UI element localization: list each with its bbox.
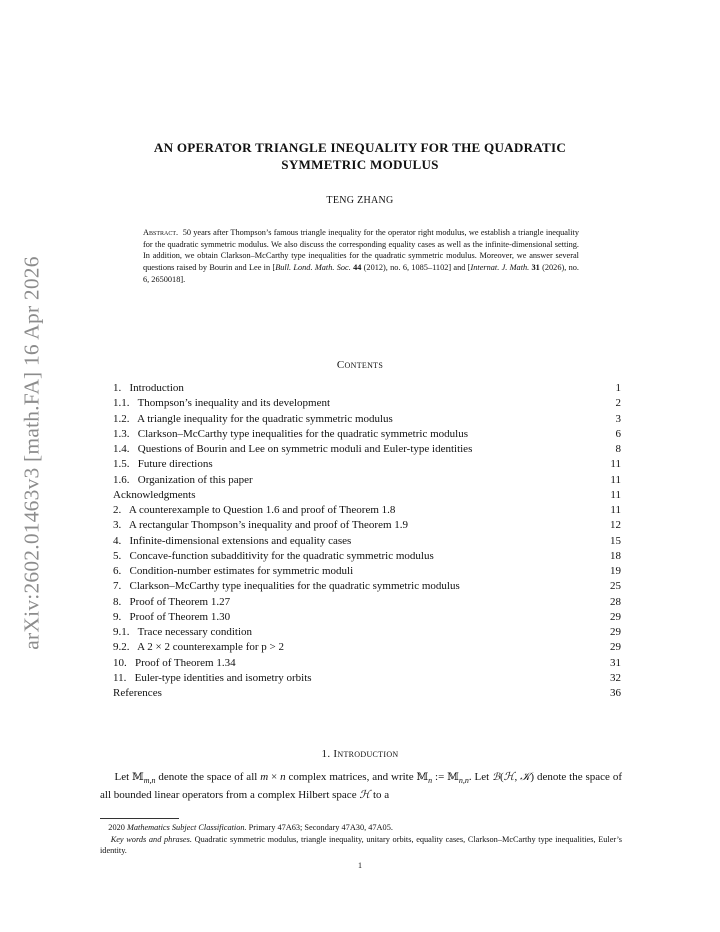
- toc-entry-page: 12: [610, 519, 621, 532]
- toc-entry[interactable]: [113, 671, 621, 686]
- toc-entry-label: [113, 579, 460, 594]
- toc-entry-label: [113, 427, 468, 442]
- toc-entry-number: 1.2.: [113, 412, 130, 425]
- author-name: TENG ZHANG: [326, 195, 394, 206]
- toc-entry-label: [113, 457, 213, 472]
- toc-entry[interactable]: [113, 412, 621, 427]
- toc-entry-title: A 2 × 2 counterexample for p > 2: [137, 641, 284, 654]
- title-line-2: SYMMETRIC MODULUS: [281, 157, 439, 172]
- toc-entry-title: Clarkson–McCarthy type inequalities for the quadratic symmetric modulus: [137, 427, 468, 440]
- toc-entry-page: 29: [610, 626, 621, 638]
- toc-entry-title: Introduction: [129, 382, 184, 394]
- title-line-1: AN OPERATOR TRIANGLE INEQUALITY FOR THE QUADRATIC: [153, 140, 567, 155]
- toc-entry-label: [113, 686, 162, 701]
- section-1-heading: 1. Introduction: [321, 748, 399, 760]
- toc-entry-number: 10.: [113, 656, 127, 669]
- toc-entry-page: 31: [610, 656, 621, 669]
- toc-entry-number: 9.1.: [113, 626, 130, 638]
- toc-entry-title: Future directions: [137, 458, 213, 471]
- toc-entry-number: 9.: [113, 610, 122, 623]
- toc-entry-page: 36: [610, 687, 621, 699]
- toc-entry-label: [113, 488, 195, 503]
- toc-entry-number: 8.: [113, 595, 122, 608]
- toc-entry[interactable]: [113, 488, 621, 503]
- ref2-journal: Internat. J. Math.: [470, 263, 530, 273]
- toc-entry[interactable]: [113, 503, 621, 518]
- toc-entry-label: [113, 671, 312, 686]
- footnotes: [100, 822, 622, 857]
- keywords-text: Quadratic symmetric modulus, triangle inequality, unitary orbits, equality cases, Clarkson–McCarthy type inequalities, Euler’s identity.: [100, 834, 623, 856]
- toc-entry-page: 11: [610, 504, 621, 516]
- toc-entry-number: 3.: [113, 519, 122, 532]
- abstract-label: Abstract.: [143, 228, 179, 237]
- keywords-label: Key words and phrases.: [110, 834, 192, 844]
- toc-entry-title: Condition-number estimates for symmetric moduli: [129, 565, 354, 577]
- toc-entry[interactable]: [113, 686, 621, 701]
- toc-entry-number: 1.5.: [113, 458, 130, 471]
- toc-entry-title: A triangle inequality for the quadratic symmetric modulus: [137, 412, 393, 425]
- arxiv-sidebar-stamp: [8, 248, 56, 658]
- toc-entry-page: 1: [615, 382, 621, 394]
- ref1-volume: 44: [353, 263, 362, 273]
- ref2-volume: 31: [531, 263, 540, 273]
- intro-text-f: to a: [370, 789, 390, 802]
- toc-entry[interactable]: [113, 457, 621, 472]
- toc-entry-page: 25: [610, 580, 621, 593]
- intro-text-b: denote the space of all: [155, 771, 261, 783]
- toc-entry[interactable]: [113, 518, 621, 533]
- abstract-text: 50 years after Thompson’s famous triangle inequality for the operator right modulus, we establish a triangle inequality for the quadratic symmetric modulus. We also discuss the corresponding equality cases as well as the infinite-dimensional setting. In addition, we obtain Clarkson–McCarthy type inequalities for the quadratic symmetric modulus. Moreover, we answer several questions raised by Bourin and Lee in [: [143, 228, 579, 273]
- page-number: 1: [358, 861, 362, 870]
- msc-year: 2020: [108, 823, 125, 832]
- math-mxn: m: [260, 771, 269, 783]
- msc-text: Primary 47A63; Secondary 47A30, 47A05.: [248, 823, 393, 832]
- intro-text-a: Let: [114, 771, 133, 783]
- toc-entry-label: [113, 656, 236, 671]
- toc-entry-title: Proof of Theorem 1.27: [129, 595, 231, 608]
- intro-text-e: denote the space of all bounded linear operators from a complex Hilbert space: [100, 771, 622, 802]
- toc-entry[interactable]: [113, 473, 621, 488]
- toc-entry-page: 19: [610, 565, 621, 577]
- toc-entry-label: [113, 396, 330, 411]
- ref2-rest: (2026), no. 6, 2650018].: [143, 263, 579, 284]
- toc-entry-page: 29: [610, 641, 621, 654]
- toc-entry-label: [113, 564, 353, 579]
- table-of-contents: [113, 381, 621, 701]
- toc-entry-title: Infinite-dimensional extensions and equality cases: [129, 534, 352, 547]
- toc-entry[interactable]: [113, 427, 621, 442]
- toc-entry[interactable]: [113, 534, 621, 549]
- toc-entry-title: Trace necessary condition: [137, 626, 253, 638]
- toc-entry-label: [113, 518, 408, 533]
- toc-entry-number: 7.: [113, 580, 122, 593]
- toc-entry[interactable]: [113, 656, 621, 671]
- toc-entry-label: [113, 625, 252, 640]
- toc-entry-title: Organization of this paper: [137, 473, 253, 486]
- toc-entry[interactable]: [113, 595, 621, 610]
- toc-entry-number: 1.: [113, 382, 122, 394]
- toc-entry-page: 15: [610, 534, 621, 547]
- toc-entry-label: [113, 412, 393, 427]
- toc-entry-page: 11: [610, 458, 621, 471]
- math-H: ℋ: [359, 789, 371, 802]
- toc-entry-page: 11: [610, 473, 621, 486]
- toc-entry-label: [113, 442, 472, 457]
- footnote-rule: [100, 818, 179, 819]
- toc-entry[interactable]: [113, 396, 621, 411]
- ref1-rest: (2012), no. 6, 1085–1102] and [: [363, 263, 471, 273]
- toc-entry-label: [113, 640, 284, 655]
- toc-entry-title: Acknowledgments: [113, 488, 196, 501]
- toc-entry-number: 4.: [113, 534, 122, 547]
- toc-entry-number: 9.2.: [113, 641, 130, 654]
- toc-entry-page: 29: [610, 610, 621, 623]
- toc-entry-page: 32: [610, 671, 621, 684]
- toc-entry-title: Clarkson–McCarthy type inequalities for the quadratic symmetric modulus: [129, 580, 460, 593]
- msc-footnote: [100, 822, 622, 834]
- toc-entry[interactable]: [113, 564, 621, 579]
- contents-heading: Contents: [336, 359, 384, 371]
- toc-entry[interactable]: [113, 579, 621, 594]
- math-n: n: [280, 771, 286, 783]
- toc-entry-number: 1.3.: [113, 427, 130, 440]
- toc-entry-page: 11: [610, 488, 621, 501]
- toc-entry-number: 2.: [113, 504, 122, 516]
- intro-text-c: complex matrices, and write: [285, 771, 417, 783]
- toc-entry[interactable]: [113, 381, 621, 396]
- toc-entry-number: 6.: [113, 565, 122, 577]
- toc-entry-label: [113, 549, 434, 564]
- toc-entry-label: [113, 595, 230, 610]
- toc-entry-title: Proof of Theorem 1.34: [135, 656, 236, 669]
- intro-text-d: . Let: [468, 771, 493, 783]
- toc-entry-title: Questions of Bourin and Lee on symmetric moduli and Euler-type identities: [137, 443, 473, 455]
- toc-entry-number: 11.: [113, 671, 127, 684]
- toc-entry-title: Euler-type identities and isometry orbits: [134, 671, 312, 684]
- toc-entry[interactable]: [113, 625, 621, 640]
- toc-entry-title: Proof of Theorem 1.30: [129, 610, 231, 623]
- toc-entry-page: 3: [615, 412, 621, 425]
- paper-title: [100, 139, 620, 173]
- math-BHK: ℬ(ℋ, 𝒦): [492, 771, 535, 783]
- toc-entry-number: 1.1.: [113, 397, 130, 410]
- toc-entry-number: 5.: [113, 549, 122, 562]
- toc-entry-page: 28: [610, 595, 621, 608]
- intro-paragraph: Let 𝕄$_{m,n}$ denote the space of all m × n complex matrices, and write 𝕄$_n$ := 𝕄$_{n,n}$. Let ℬ(ℋ, 𝒦) denote the space of all bounded linear operators from a complex Hilbert space ℋ to a: [100, 771, 622, 802]
- toc-entry[interactable]: [113, 442, 621, 457]
- toc-entry-title: Concave-function subadditivity for the quadratic symmetric modulus: [129, 549, 434, 562]
- math-Mn-def: 𝕄$_n$ := 𝕄$_{n,n}$: [416, 771, 469, 786]
- toc-entry-page: 18: [610, 549, 621, 562]
- toc-entry-number: 1.6.: [113, 473, 130, 486]
- ref1-journal: Bull. Lond. Math. Soc.: [275, 263, 351, 273]
- toc-entry-label: [113, 473, 253, 488]
- toc-entry[interactable]: [113, 640, 621, 655]
- toc-entry-title: Thompson’s inequality and its development: [137, 397, 331, 410]
- keywords-footnote: [100, 834, 622, 857]
- abstract: [143, 227, 579, 286]
- toc-entry-label: [113, 381, 184, 396]
- arxiv-identifier: arXiv:2602.01463v3 [math.FA] 16 Apr 2026: [19, 256, 44, 650]
- math-Mmn: 𝕄$_{m,n}$: [132, 771, 156, 786]
- toc-entry-title: A counterexample to Question 1.6 and proof of Theorem 1.8: [128, 504, 396, 516]
- toc-entry-page: 2: [615, 397, 621, 410]
- toc-entry-title: A rectangular Thompson’s inequality and proof of Theorem 1.9: [128, 519, 409, 532]
- toc-entry-number: 1.4.: [113, 443, 130, 455]
- msc-label: Mathematics Subject Classification.: [126, 823, 247, 832]
- toc-entry-title: References: [113, 687, 162, 699]
- toc-entry-page: 6: [615, 427, 621, 440]
- toc-entry-page: 8: [615, 443, 621, 455]
- toc-entry-label: [113, 534, 351, 549]
- toc-entry[interactable]: [113, 610, 621, 625]
- toc-entry[interactable]: [113, 549, 621, 564]
- toc-entry-label: [113, 610, 230, 625]
- toc-entry-label: [113, 503, 395, 518]
